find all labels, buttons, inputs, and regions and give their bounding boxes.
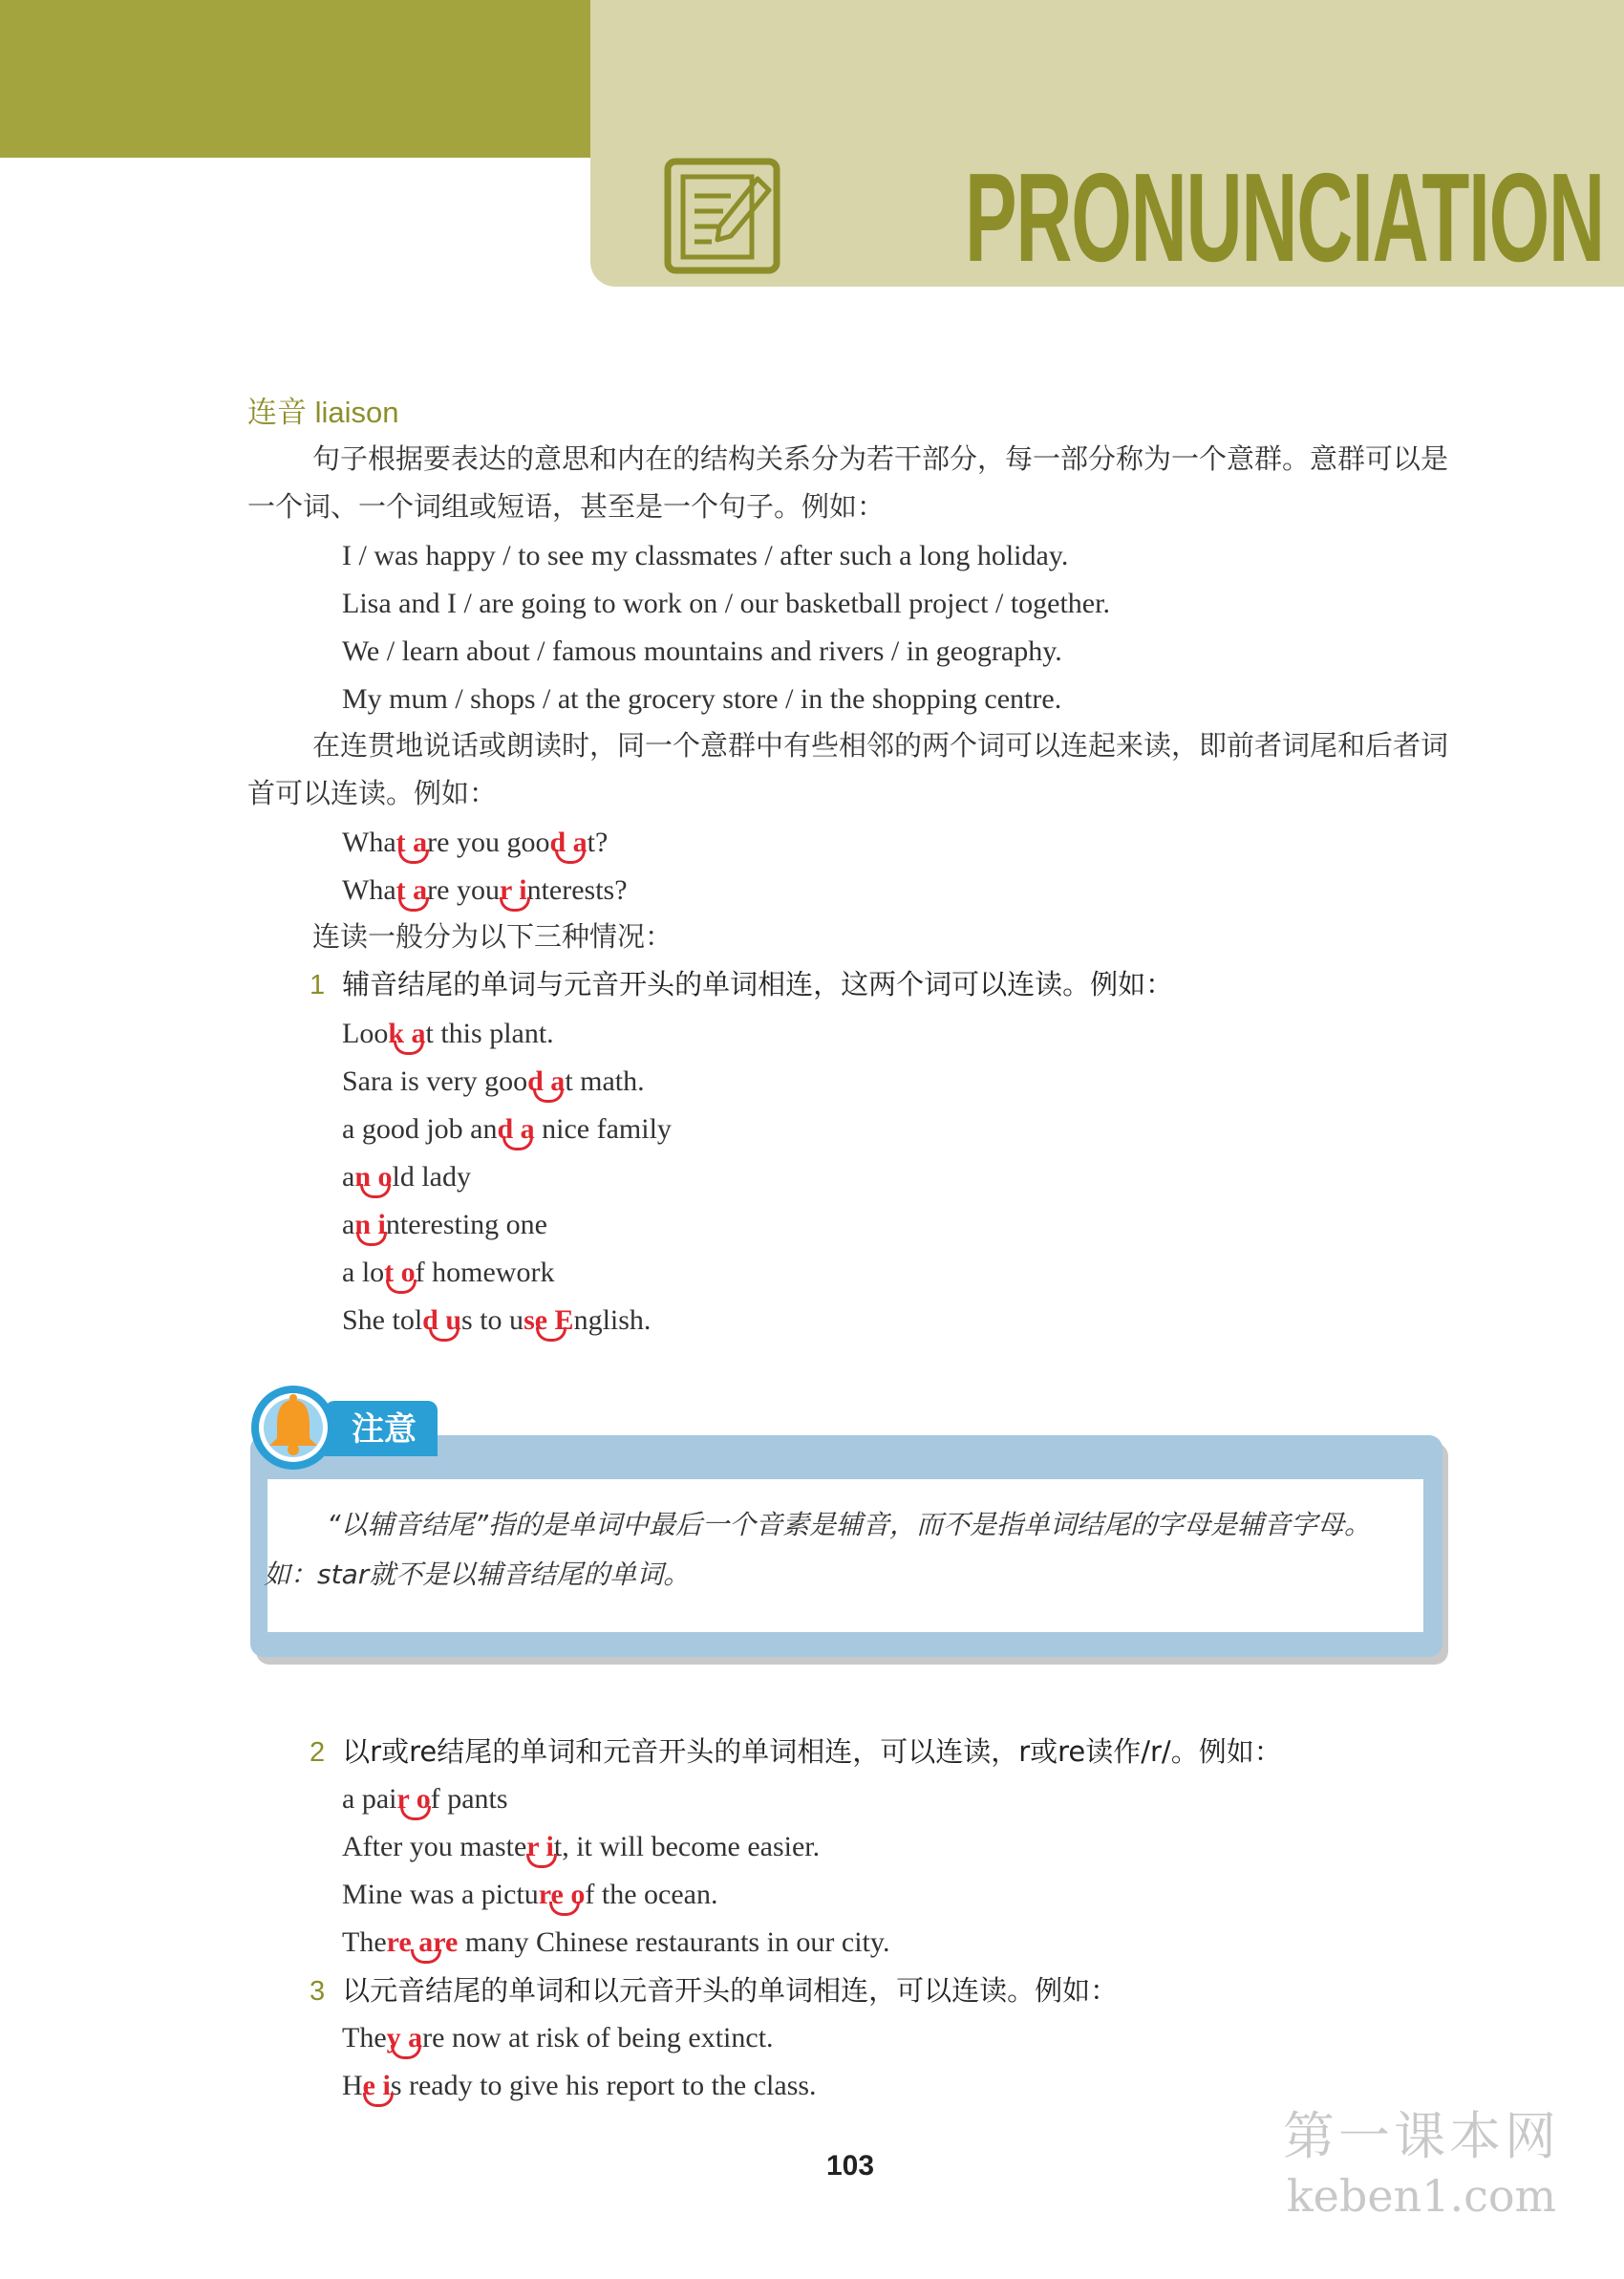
linked-sound: d u xyxy=(422,1304,462,1336)
example-text: f pants xyxy=(430,1783,508,1815)
three-cases-intro: 连读一般分为以下三种情况： xyxy=(312,920,673,953)
watermark xyxy=(1278,2107,1565,2225)
liaison-example xyxy=(342,1153,471,1201)
linked-sound: re are xyxy=(386,1926,459,1958)
example-text: t, it will become easier. xyxy=(553,1831,821,1862)
intro-paragraph-1: 句子根据要表达的意思和内在的结构关系分为若干部分，每一部分称为一个意群。意群可以是一个词、一个词组或短语，甚至是一个句子。例如： xyxy=(247,442,1449,523)
liaison-example xyxy=(342,1775,508,1823)
example-text: nglish. xyxy=(573,1304,652,1336)
example-text: Loo xyxy=(342,1018,389,1049)
example-text: re you xyxy=(427,874,500,906)
example-text: ld lady xyxy=(392,1161,472,1193)
linked-sound: d a xyxy=(497,1113,535,1145)
linked-sound: t a xyxy=(395,827,428,858)
example-text: a good job an xyxy=(342,1113,498,1145)
linked-sound: n o xyxy=(354,1161,393,1193)
rule-number: 1 xyxy=(310,970,326,1000)
example-text: H xyxy=(342,2070,363,2101)
example-text: a xyxy=(342,1209,355,1240)
linked-sound: r o xyxy=(396,1783,431,1815)
example-text: re now at risk of being extinct. xyxy=(422,2022,774,2053)
page-number: 103 xyxy=(825,2150,875,2182)
liaison-example xyxy=(342,1010,554,1058)
section-title: 连音 liaison xyxy=(247,396,399,429)
rule-text: 辅音结尾的单词与元音开头的单词相连，这两个词可以连读。例如： xyxy=(342,968,1174,1000)
sense-group-example: We / learn about / famous mountains and rivers / in geography. xyxy=(342,635,1062,667)
rule-number: 3 xyxy=(310,1976,326,2007)
note-label: 注意 xyxy=(352,1410,417,1449)
linked-sound: y a xyxy=(386,2022,423,2053)
liaison-example xyxy=(342,2062,817,2110)
example-text: Sara is very goo xyxy=(342,1065,528,1097)
liaison-example xyxy=(342,1919,889,1967)
rule-number: 2 xyxy=(310,1737,326,1768)
example-text: a xyxy=(342,1161,355,1193)
liaison-example xyxy=(342,1823,820,1871)
liaison-example xyxy=(342,1106,672,1153)
example-text: t math. xyxy=(565,1065,645,1097)
liaison-example xyxy=(342,1249,554,1297)
example-text: Wha xyxy=(342,827,396,858)
example-text: nterests? xyxy=(526,874,628,906)
example-text: She tol xyxy=(342,1304,423,1336)
note-text: “以辅音结尾”指的是单词中最后一个音素是辅音，而不是指单词结尾的字母是辅音字母。如：star就不是以辅音结尾的单词。 xyxy=(264,1509,1372,1590)
linked-sound: k a xyxy=(388,1018,426,1049)
example-text: nice family xyxy=(534,1113,672,1145)
header-band-left xyxy=(0,0,590,158)
notepad-pencil-icon xyxy=(664,158,780,274)
liaison-example xyxy=(342,1201,547,1249)
linked-sound: re o xyxy=(538,1879,586,1910)
liaison-example xyxy=(342,2014,774,2062)
linked-sound: t o xyxy=(384,1257,416,1288)
rule-text: 以r或re结尾的单词和元音开头的单词相连，可以连读，r或re读作/r/。例如： xyxy=(342,1735,1282,1768)
linked-sound: d a xyxy=(527,1065,566,1097)
sense-group-example: I / was happy / to see my classmates / after such a long holiday. xyxy=(342,540,1069,571)
linked-sound: se E xyxy=(524,1304,574,1336)
example-text: s ready to give his report to the class. xyxy=(390,2070,817,2101)
rule-2 xyxy=(310,1728,1282,1776)
linked-sound: d a xyxy=(549,827,588,858)
intro-paragraph-2: 在连贯地说话或朗读时，同一个意群中有些相邻的两个词可以连起来读，即前者词尾和后者词首可以连读。例如： xyxy=(247,729,1449,809)
example-text: a lo xyxy=(342,1257,385,1288)
sense-group-example: My mum / shops / at the grocery store / in the shopping centre. xyxy=(342,683,1062,715)
example-text: s to u xyxy=(461,1304,524,1336)
example-text: re you goo xyxy=(427,827,550,858)
watermark-line-2: keben1.com xyxy=(1286,2170,1557,2222)
linked-sound: r i xyxy=(499,874,527,906)
example-text: nteresting one xyxy=(385,1209,547,1240)
example-text: After you maste xyxy=(342,1831,527,1862)
liaison-example xyxy=(342,819,608,867)
example-text: The xyxy=(342,2022,387,2053)
example-text: f the ocean. xyxy=(585,1879,718,1910)
linked-sound: t a xyxy=(395,874,428,906)
watermark-line-1: 第一课本网 xyxy=(1283,2106,1560,2166)
liaison-example xyxy=(342,1297,651,1344)
page-heading: PRONUNCIATION xyxy=(965,147,1604,288)
liaison-example xyxy=(342,867,628,914)
example-text: The xyxy=(342,1926,387,1958)
example-text: Mine was a pictu xyxy=(342,1879,539,1910)
example-text: a pai xyxy=(342,1783,397,1815)
rule-text: 以元音结尾的单词和以元音开头的单词相连，可以连读。例如： xyxy=(342,1974,1119,2007)
liaison-example xyxy=(342,1871,717,1919)
example-text: f homework xyxy=(415,1257,555,1288)
linked-sound: e i xyxy=(362,2070,391,2101)
liaison-example xyxy=(342,1058,645,1106)
linked-sound: r i xyxy=(526,1831,554,1862)
example-text: Wha xyxy=(342,874,396,906)
example-text: t? xyxy=(587,827,609,858)
example-text: t this plant. xyxy=(425,1018,554,1049)
sense-group-example: Lisa and I / are going to work on / our basketball project / together. xyxy=(342,588,1110,619)
rule-1 xyxy=(310,960,1173,1009)
rule-3 xyxy=(310,1967,1118,2015)
bell-icon xyxy=(248,1383,338,1473)
linked-sound: n i xyxy=(354,1209,386,1240)
example-text: many Chinese restaurants in our city. xyxy=(458,1926,890,1958)
